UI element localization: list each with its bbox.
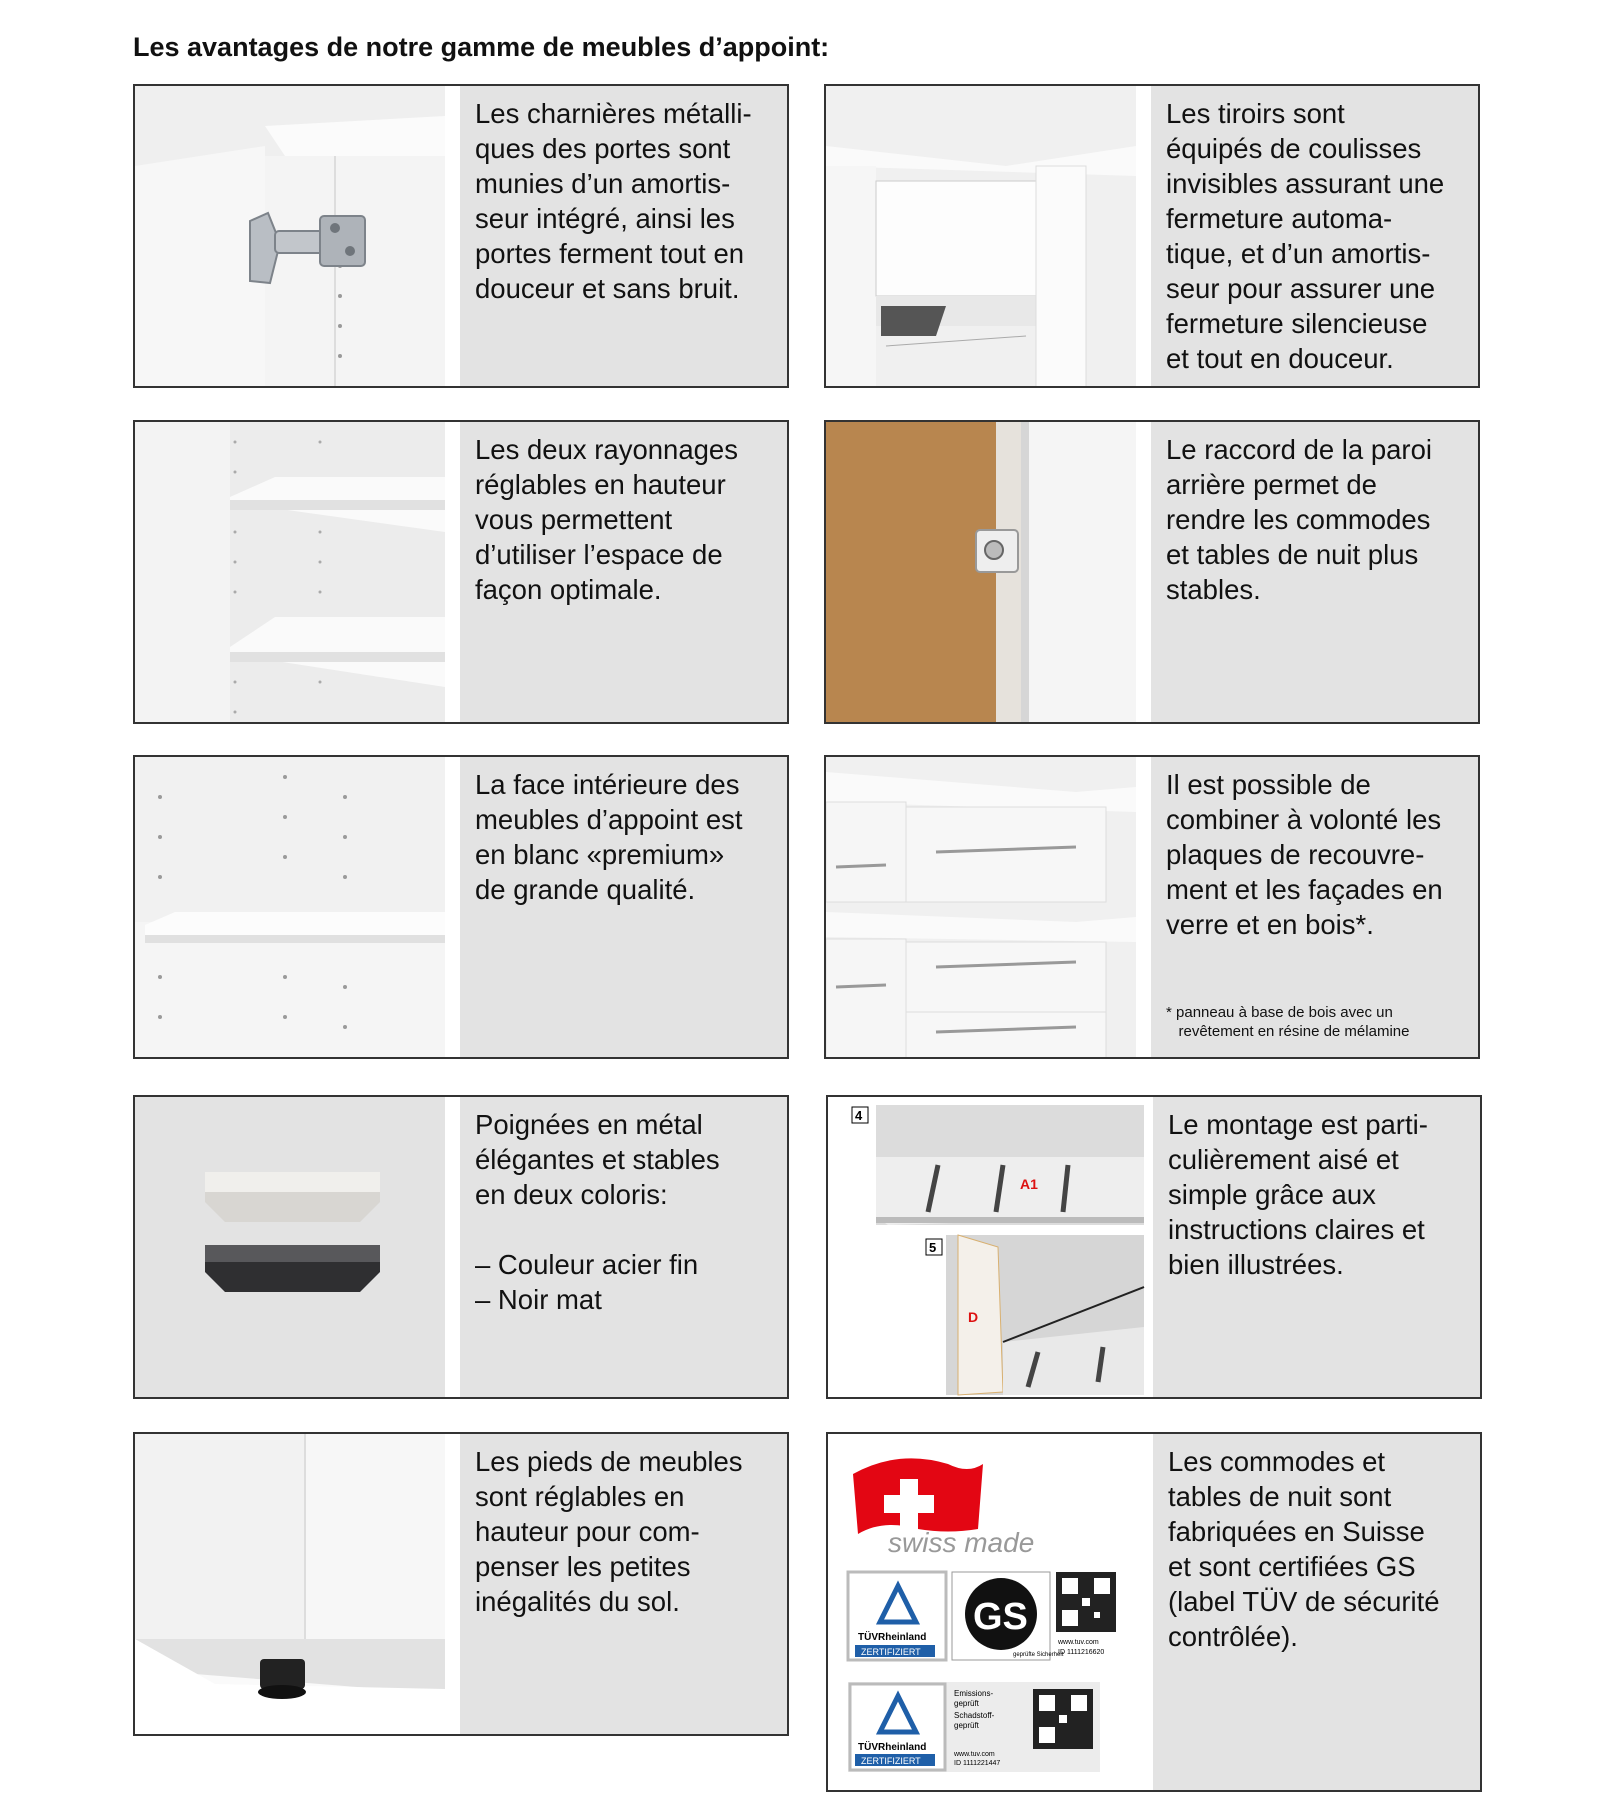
text-line: Les commodes et [1168,1446,1386,1477]
shelf-photo [135,422,445,722]
text-line: hauteur pour com- [475,1516,700,1547]
text-line: penser les petites [475,1551,691,1582]
svg-text:TÜVRheinland: TÜVRheinland [858,1632,927,1643]
text-line: portes ferment tout en [475,238,745,269]
text-line: réglables en hauteur [475,469,726,500]
text-line: – Noir mat [475,1284,602,1315]
text-line: bien illustrées. [1168,1249,1344,1280]
card-handles [133,1095,789,1399]
svg-text:geprüft: geprüft [954,1699,979,1708]
card-drawers [824,84,1480,388]
text-line: fermeture silencieuse [1166,308,1428,339]
certification-logos [828,1434,1153,1790]
card-assembly [826,1095,1482,1399]
svg-text:ZERTIFIZIERT: ZERTIFIZIERT [861,1756,921,1766]
svg-text:Schadstoff-: Schadstoff- [954,1711,995,1720]
text-line: rendre les commodes [1166,504,1431,535]
svg-text:ZERTIFIZIERT: ZERTIFIZIERT [861,1647,921,1657]
text-line: Poignées en métal [475,1109,703,1140]
text-line: en blanc «premium» [475,839,725,870]
text-line: tables de nuit sont [1168,1481,1392,1512]
assembly-instructions [828,1097,1153,1397]
text-line: meubles d’appoint est [475,804,743,835]
svg-text:TÜVRheinland: TÜVRheinland [858,1742,927,1753]
card-feet [133,1432,789,1736]
card-text [460,86,787,386]
hinge-photo [135,86,445,386]
text-line: Le montage est parti- [1168,1109,1428,1140]
step-label-5: 5 [929,1240,937,1255]
card-shelves [133,420,789,724]
text-line: munies d’un amortis- [475,168,731,199]
text-line: façon optimale. [475,574,662,605]
card-text [1153,1434,1480,1790]
swiss-made-text: swiss made [888,1527,1035,1558]
text-line: Les charnières métalli- [475,98,752,129]
text-line: tique, et d’un amortis- [1166,238,1431,269]
card-text [1151,86,1478,386]
card-hinge [133,84,789,388]
text-line: vous permettent [475,504,673,535]
card-interior [133,755,789,1059]
fronts-photo [826,757,1136,1057]
card-fronts [824,755,1480,1059]
svg-text:Emissions-: Emissions- [954,1689,994,1698]
text-line: – Couleur acier fin [475,1249,699,1280]
text-line: La face intérieure des [475,769,740,800]
text-line: (label TÜV de sécurité [1168,1586,1440,1617]
text-line: arrière permet de [1166,469,1377,500]
card-text [460,1097,787,1397]
svg-text:ID 1111216620: ID 1111216620 [1058,1649,1105,1656]
text-line [475,1212,777,1247]
drawer-photo [826,86,1136,386]
text-line: Les tiroirs sont [1166,98,1345,129]
step-label-4: 4 [855,1108,863,1123]
text-line: Les pieds de meubles [475,1446,743,1477]
text-line: simple grâce aux [1168,1179,1376,1210]
text-line: et tout en douceur. [1166,343,1394,374]
text-line: plaques de recouvre- [1166,839,1425,870]
back-panel-photo [826,422,1136,722]
page-title: Les avantages de notre gamme de meubles d’appoint: [133,32,830,62]
text-line: douceur et sans bruit. [475,273,740,304]
text-line: invisibles assurant une [1166,168,1445,199]
footnote-line: revêtement en résine de mélamine [1166,1023,1410,1040]
text-line: d’utiliser l’espace de [475,539,723,570]
handles-photo [135,1097,445,1397]
text-line: contrôlée). [1168,1621,1298,1652]
text-line: fabriquées en Suisse [1168,1516,1425,1547]
footnote [1166,1003,1409,1041]
text-line: ment et les façades en [1166,874,1443,905]
part-label-a1: A1 [1020,1176,1038,1192]
text-line: ques des portes sont [475,133,731,164]
text-line: et tables de nuit plus [1166,539,1419,570]
card-back-panel [824,420,1480,724]
text-line: sont réglables en [475,1481,685,1512]
card-text [1151,422,1478,722]
svg-text:ID 1111221447: ID 1111221447 [954,1760,1001,1767]
text-line: instructions claires et [1168,1214,1425,1245]
text-line: culièrement aisé et [1168,1144,1399,1175]
text-line: fermeture automa- [1166,203,1393,234]
text-line: Le raccord de la paroi [1166,434,1432,465]
card-text [1151,757,1478,1057]
card-certification [826,1432,1482,1792]
svg-text:www.tuv.com: www.tuv.com [1058,1639,1099,1646]
text-line: seur pour assurer une [1166,273,1436,304]
text-line: Il est possible de [1166,769,1371,800]
text-line: verre et en bois*. [1166,909,1374,940]
text-line: en deux coloris: [475,1179,668,1210]
text-line: stables. [1166,574,1261,605]
text-line: inégalités du sol. [475,1586,680,1617]
text-line: élégantes et stables [475,1144,720,1175]
interior-photo [135,757,445,1057]
text-line: Les deux rayonnages [475,434,738,465]
svg-text:geprüfte Sicherheit: geprüfte Sicherheit [1013,1652,1064,1658]
text-line: et sont certifiées GS [1168,1551,1416,1582]
text-line: seur intégré, ainsi les [475,203,735,234]
card-text [1153,1097,1480,1397]
card-text [460,422,787,722]
svg-text:www.tuv.com: www.tuv.com [954,1751,995,1758]
feet-photo [135,1434,445,1734]
text-line: combiner à volonté les [1166,804,1442,835]
svg-text:geprüft: geprüft [954,1721,979,1730]
card-text [460,1434,787,1734]
text-line: équipés de coulisses [1166,133,1422,164]
text-line: de grande qualité. [475,874,696,905]
svg-text:GS: GS [973,1596,1028,1638]
card-text [460,757,787,1057]
part-label-d: D [968,1309,979,1325]
footnote-line: * panneau à base de bois avec un [1166,1004,1393,1021]
